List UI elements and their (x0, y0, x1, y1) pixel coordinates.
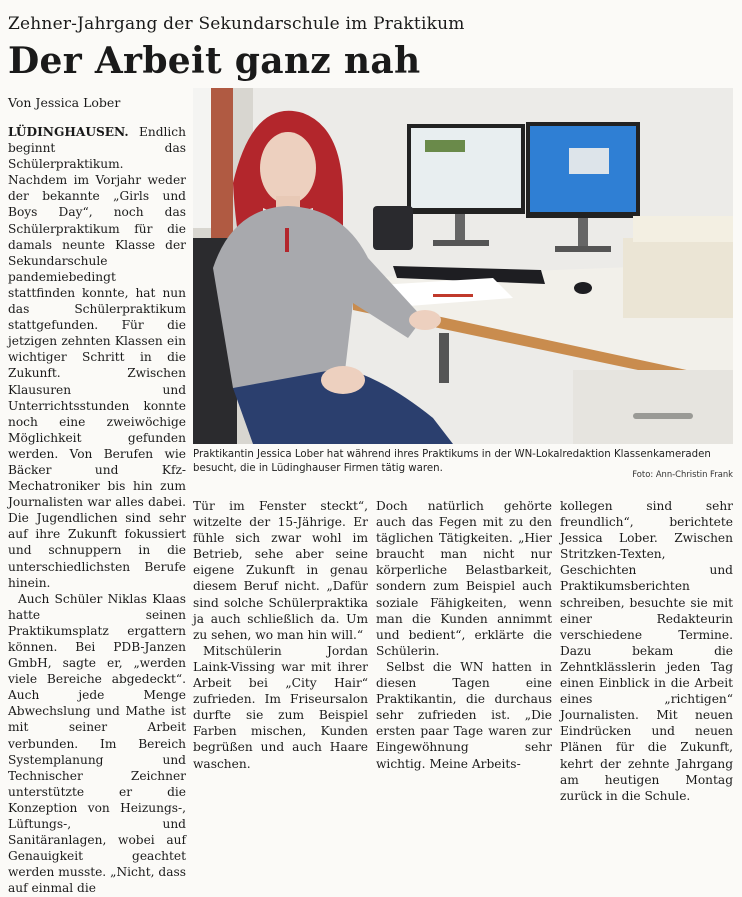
article-kicker: Zehner-Jahrgang der Sekundarschule im Praktikum (8, 14, 465, 34)
telephone (373, 206, 413, 250)
paragraph-3: Tür im Fenster steckt“, witzelte der 15-Jährige. Er fühle sich zwar wohl im Betrieb, sehe aber seine eigene Zukunft in genau diesem Beruf nicht. „Dafür sind solche Schülerpraktika ja auch schließlich da. Um zu sehen, wo man hin will.“ (193, 499, 368, 642)
dateline: LÜDINGHAUSEN. (8, 125, 129, 139)
article-headline: Der Arbeit ganz nah (8, 40, 421, 82)
paragraph-7: kollegen sind sehr freundlich“, berichtete Jessica Lober. Zwischen Stritzken-Texten, Geschichten und Praktikumsberichten schreiben, besuchte sie mit einer Redakteurin verschiedene Termine. Dazu bekam die Zehntklässlerin jeden Tag einen Einblick in die Arbeit eines „richtigen“ Journalisten. Mit neuen Eindrücken und neuen Plänen für die Zukunft, kehrt der zehnte Jahrgang am heutigen Montag zurück in die Schule. (560, 499, 733, 803)
column-3 (376, 498, 552, 772)
paragraph-2: Auch Schüler Niklas Klaas hatte seinen Praktikumsplatz ergattern können. Bei PDB-Janzen GmbH, sagte er, „werden viele Bereiche abgedeckt“. Auch jede Menge Abwechslung und Mathe ist mit seiner Arbeit verbunden. Im Bereich Systemplanung und Technischer Zeichner unterstützte er die Konzeption von Heizungs-, Lüftungs-, und Sanitäranlagen, wobei auf Genauigkeit geachtet werden musste. „Nicht, dass auf einmal die (8, 591, 186, 896)
photo-caption: Praktikantin Jessica Lober hat während ihres Praktikums in der WN-Lokalredaktion Klassenkameraden besucht, die in Lüdinghauser Firmen tätig waren. (193, 449, 711, 474)
paragraph-5: Doch natürlich gehörte auch das Fegen mit zu den täglichen Tätigkeiten. „Hier braucht man nicht nur körperliche Belastbarkeit, sondern zum Beispiel auch soziale Fähigkeiten, wenn man die Kunden annimmt und bedient“, erklärte die Schülerin. (376, 499, 552, 658)
paragraph-4: Mitschülerin Jordan Laink-Vissing war mit ihrer Arbeit bei „City Hair“ zufrieden. Im Friseursalon durfte sie zum Beispiel Farben mischen, Kunden begrüßen und auch Haare waschen. (193, 643, 368, 771)
paragraph-1-text: Endlich beginnt das Schülerpraktikum. Nachdem im Vorjahr weder der bekannte „Girls und Boys Day“, noch das Schülerpraktikum für die damals neunte Klasse der Sekundarschule pandemiebedingt stattfinden konnte, hat nun das Schülerpraktikum stattgefunden. Für die jetzigen zehnten Klassen ein wichtiger Schritt in die Zukunft. Zwischen Klausuren und Unterrichtsstunden konnte noch eine zweiwöchige Möglichkeit gefunden werden. Von Berufen wie Bäcker und Kfz-Mechatroniker bis hin zum Journalisten war alles dabei. Die Jugendlichen sind sehr auf ihre Zukunft fokussiert und schnuppern in die unterschiedlichsten Berufe hinein. (8, 125, 186, 590)
article-photo (193, 88, 733, 444)
printer (623, 238, 733, 318)
paragraph-1 (8, 124, 186, 591)
column-2 (193, 498, 368, 772)
column-4 (560, 498, 733, 804)
photo-illustration (193, 88, 733, 444)
article-byline: Von Jessica Lober (8, 95, 121, 110)
photo-credit: Foto: Ann-Christin Frank (632, 469, 733, 479)
face (260, 132, 316, 204)
column-1 (8, 124, 186, 897)
paragraph-6: Selbst die WN hatten in diesen Tagen eine Praktikantin, die durchaus sehr zufrieden ist. „Die ersten paar Tage waren zur Eingewöhnung sehr wichtig. Meine Arbeits- (376, 659, 552, 771)
